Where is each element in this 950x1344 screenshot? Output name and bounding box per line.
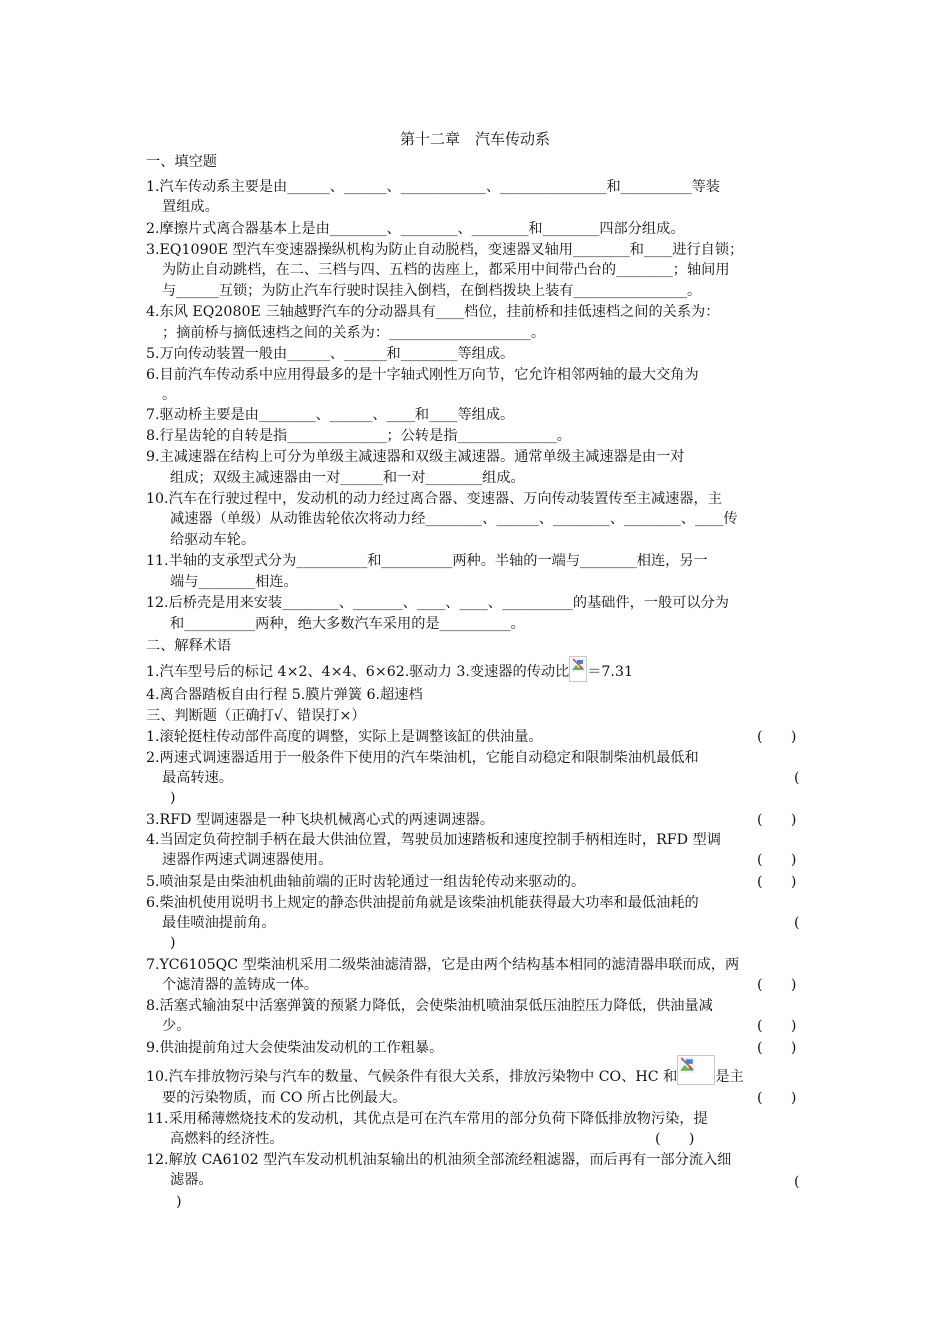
fill-line: 3.EQ1090E 型汽车变速器操纵机构为防止自动脱档，变速器叉轴用________和____进行自锁；: [146, 242, 744, 258]
judge-question: 4.当固定负荷控制手柄在最大供油位置，驾驶员加速踏板和速度控制手柄相连时，RFD 型调: [146, 832, 721, 848]
answer-paren[interactable]: ( ): [757, 1018, 797, 1034]
fill-line: 和__________两种，绝大多数汽车采用的是__________。: [170, 616, 525, 632]
section-heading-fill: 一、填空题: [146, 154, 217, 170]
fill-line: 4.东风 EQ2080E 三轴越野汽车的分动器具有____档位，挂前桥和挂低速档之间的关系为：: [146, 304, 720, 320]
question-text: 10.汽车排放物污染与汽车的数量、气候条件有很大关系，排放污染物中 CO、HC 和: [146, 1069, 678, 1085]
answer-paren-open[interactable]: (: [794, 915, 800, 931]
judge-question: 个滤清器的盖铸成一体。: [162, 977, 319, 993]
answer-paren[interactable]: ( ): [757, 977, 797, 993]
answer-paren[interactable]: ( ): [757, 874, 797, 890]
judge-question: 3.RFD 型调速器是一种飞块机械离心式的两速调速器。: [146, 812, 494, 828]
fill-line: 减速器（单级）从动锥齿轮依次将动力经________、______、________、________、____传: [170, 511, 738, 527]
judge-question: 2.两速式调速器适用于一般条件下使用的汽车柴油机，它能自动稳定和限制柴油机最低和: [146, 750, 699, 766]
answer-paren-close: ): [170, 935, 176, 951]
judge-question: 9.供油提前角过大会使柴油发动机的工作粗暴。: [146, 1040, 444, 1056]
fill-line: 2.摩擦片式离合器基本上是由________、________、________和________四部分组成。: [146, 221, 685, 237]
fill-line: 12.后桥壳是用来安装________、_______、____、____、__________的基础件，一般可以分为: [146, 595, 729, 611]
fill-line: 10.汽车在行驶过程中，发动机的动力经过离合器、变速器、万向传动装置传至主减速器，主: [146, 491, 722, 507]
fill-line: 8.行星齿轮的自转是指______________；公转是指______________。: [146, 428, 571, 444]
judge-question: 7.YC6105QC 型柴油机采用二级柴油滤清器，它是由两个结构基本相同的滤清器串联而成，两: [146, 957, 740, 973]
question-text: 是主: [715, 1069, 744, 1085]
answer-paren[interactable]: ( ): [757, 1090, 797, 1106]
chapter-title: 第十二章 汽车传动系: [399, 130, 550, 148]
fill-line: 1.汽车传动系主要是由______、______、____________、_______________和__________等装: [146, 179, 720, 195]
fill-line: 。: [162, 387, 177, 403]
judge-question: 11.采用稀薄燃烧技术的发动机，其优点是可在汽车常用的部分负荷下降低排放物污染，提: [146, 1111, 708, 1127]
judge-question: 滤器。: [170, 1172, 213, 1188]
fill-line: ；摘前桥与摘低速档之间的关系为：____________________。: [162, 325, 546, 341]
judge-question: 速器作两速式调速器使用。: [162, 852, 333, 868]
fill-line: 给驱动车轮。: [170, 532, 256, 548]
judge-question: 最高转速。: [162, 770, 233, 786]
fill-line: 为防止自动跳档，在二、三档与四、五档的齿座上，都采用中间带凸台的________；轴间用: [162, 262, 730, 278]
fill-line: 5.万向传动装置一般由______、______和________等组成。: [146, 346, 515, 362]
judge-question: 1.滚轮挺柱传动部件高度的调整，实际上是调整该缸的供油量。: [146, 729, 543, 745]
terms-text: 1.汽车型号后的标记 4×2、4×4、6×62.驱动力 3.变速器的传动比: [146, 664, 570, 680]
judge-question: [146, 1067, 744, 1087]
fill-line: 11.半轴的支承型式分为__________和__________两种。半轴的一端与________相连，另一: [146, 553, 708, 569]
answer-paren-open[interactable]: (: [794, 1174, 800, 1190]
judge-question: 最佳喷油提前角。: [162, 915, 276, 931]
judge-question: 5.喷油泵是由柴油机曲轴前端的正时齿轮通过一组齿轮传动来驱动的。: [146, 874, 586, 890]
broken-image-icon: [677, 1055, 715, 1085]
answer-paren-close: ): [176, 1194, 182, 1210]
judge-question: 要的污染物质，而 CO 所占比例最大。: [162, 1090, 407, 1106]
fill-line: 组成；双级主减速器由一对______和一对________组成。: [170, 470, 525, 486]
fill-line: 9.主减速器在结构上可分为单级主减速器和双级主减速器。通常单级主减速器是由一对: [146, 449, 685, 465]
answer-paren[interactable]: ( ): [757, 812, 797, 828]
answer-paren-close: ): [170, 790, 176, 806]
answer-paren[interactable]: ( ): [757, 852, 797, 868]
section-heading-judge: 三、判断题（正确打√、错误打×）: [146, 708, 366, 724]
section-heading-terms: 二、解释术语: [146, 638, 232, 654]
fill-line: 端与________相连。: [170, 574, 298, 590]
fill-line: 7.驱动桥主要是由________、______、____和____等组成。: [146, 407, 515, 423]
fill-line: 6.目前汽车传动系中应用得最多的是十字轴式刚性万向节，它允许相邻两轴的最大交角为: [146, 367, 699, 383]
terms-line: 4.离合器踏板自由行程 5.膜片弹簧 6.超速档: [146, 687, 423, 703]
answer-paren[interactable]: ( ): [757, 729, 797, 745]
judge-question: 8.活塞式输油泵中活塞弹簧的预紧力降低，会使柴油机喷油泵低压油腔压力降低，供油量减: [146, 998, 713, 1014]
fill-line: 置组成。: [162, 199, 219, 215]
judge-question: 高燃料的经济性。: [170, 1131, 284, 1147]
broken-image-icon: [569, 656, 587, 682]
terms-text: ＝7.31: [587, 664, 633, 680]
judge-question: 12.解放 CA6102 型汽车发动机机油泵输出的机油须全部流经粗滤器，而后再有一部分流入细: [146, 1152, 732, 1168]
judge-question: 6.柴油机使用说明书上规定的静态供油提前角就是该柴油机能获得最大功率和最低油耗的: [146, 895, 699, 911]
answer-paren-open[interactable]: (: [794, 770, 800, 786]
fill-line: 与______互锁；为防止汽车行驶时误挂入倒档，在倒档拨块上装有________________。: [162, 283, 702, 299]
judge-question: 少。: [162, 1018, 191, 1034]
answer-paren[interactable]: ( ): [757, 1040, 797, 1056]
terms-line: [146, 662, 633, 682]
answer-paren[interactable]: ( ): [655, 1131, 695, 1147]
